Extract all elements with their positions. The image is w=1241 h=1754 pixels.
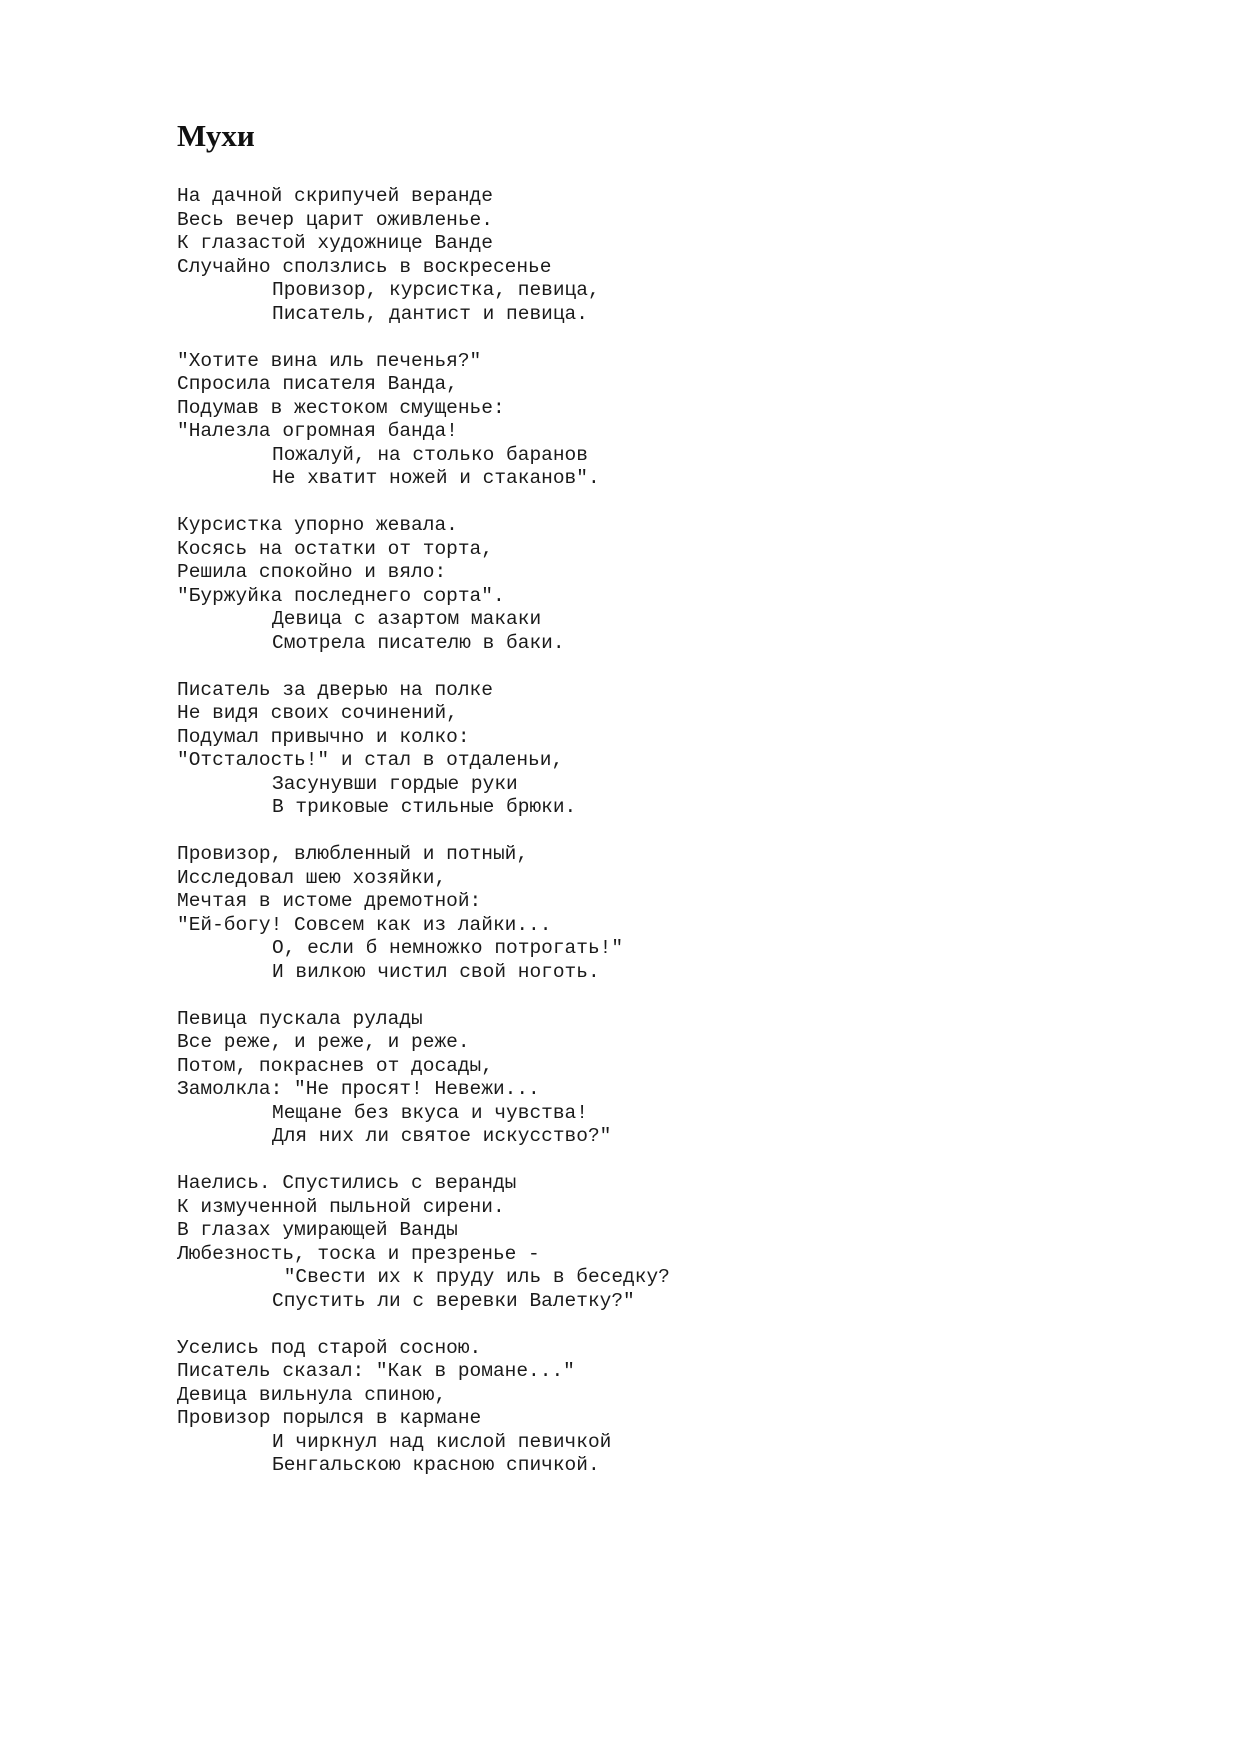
poem-line: В триковые стильные брюки.: [272, 796, 577, 818]
poem-line: И вилкою чистил свой ноготь.: [272, 960, 600, 983]
poem-line: Весь вечер царит оживленье.: [177, 208, 493, 231]
poem-line: Исследовал шею хозяйки,: [177, 866, 447, 889]
poem-line: "Свести их к пруду иль в беседку?: [272, 1266, 670, 1288]
poem-line: Случайно сползлись в воскресенье: [177, 255, 552, 278]
stanza: [177, 1172, 1177, 1337]
poem-line: Девица вильнула спиною,: [177, 1383, 447, 1406]
poem-line: Бенгальскою красною спичкой.: [272, 1454, 600, 1476]
poem-line: Певица пускала рулады: [177, 1007, 423, 1030]
poem-line: К измученной пыльной сирени.: [177, 1195, 505, 1218]
poem-line: Косясь на остатки от торта,: [177, 537, 493, 560]
stanza: [177, 843, 1177, 1008]
poem-line: Мещане без вкуса и чувства!: [272, 1101, 588, 1124]
poem-line: Уселись под старой сосною.: [177, 1336, 482, 1359]
poem-line: Все реже, и реже, и реже.: [177, 1031, 470, 1053]
poem-line: "Буржуйка последнего сорта".: [177, 584, 505, 607]
stanza: [177, 1008, 1177, 1173]
poem-line: Замолкла: "Не просят! Невежи...: [177, 1078, 540, 1100]
poem-line: Потом, покраснев от досады,: [177, 1054, 493, 1077]
poem-line: Смотрела писателю в баки.: [272, 631, 565, 654]
poem-line: "Ей-богу! Совсем как из лайки...: [177, 913, 552, 936]
poem-line: Провизор порылся в кармане: [177, 1407, 482, 1429]
poem-line: Мечтая в истоме дремотной:: [177, 890, 482, 912]
poem-line: Спустить ли с веревки Валетку?": [272, 1289, 635, 1312]
stanza: [177, 514, 1177, 679]
poem-line: "Хотите вина иль печенья?": [177, 349, 482, 372]
poem-line: Писатель, дантист и певица.: [272, 302, 588, 325]
poem-line: Писатель сказал: "Как в романе...": [177, 1360, 575, 1382]
poem-title: Мухи: [177, 118, 255, 153]
poem-line: На дачной скрипучей веранде: [177, 185, 493, 207]
poem-body: [177, 185, 1177, 1501]
stanza: [177, 679, 1177, 844]
poem-line: Подумав в жестоком смущенье:: [177, 396, 505, 419]
poem-line: О, если б немножко потрогать!": [272, 937, 624, 959]
poem-line: Девица с азартом макаки: [272, 608, 542, 630]
poem-line: Писатель за дверью на полке: [177, 678, 493, 701]
poem-line: "Налезла огромная банда!: [177, 420, 458, 442]
poem-line: Засунувши гордые руки: [272, 772, 518, 795]
poem-line: Любезность, тоска и презренье -: [177, 1242, 540, 1265]
poem-line: К глазастой художнице Ванде: [177, 232, 493, 254]
poem-line: Курсистка упорно жевала.: [177, 514, 458, 536]
stanza: [177, 1337, 1177, 1502]
poem-line: Решила спокойно и вяло:: [177, 561, 447, 583]
poem-line: Подумал привычно и колко:: [177, 725, 470, 748]
poem-line: Не хватит ножей и стаканов".: [272, 467, 600, 489]
stanza: [177, 350, 1177, 515]
poem-line: Не видя своих сочинений,: [177, 702, 458, 724]
poem-line: И чиркнул над кислой певичкой: [272, 1430, 612, 1453]
poem-line: Наелись. Спустились с веранды: [177, 1172, 517, 1194]
poem-line: "Отсталость!" и стал в отдаленьи,: [177, 749, 564, 771]
poem-line: Спросила писателя Ванда,: [177, 373, 458, 395]
poem-line: Провизор, влюбленный и потный,: [177, 843, 529, 865]
poem-line: Для них ли святое искусство?": [272, 1125, 612, 1147]
poem-line: Пожалуй, на столько баранов: [272, 443, 588, 466]
poem-line: В глазах умирающей Ванды: [177, 1219, 458, 1241]
stanza: [177, 185, 1177, 350]
poem-line: Провизор, курсистка, певица,: [272, 279, 600, 301]
